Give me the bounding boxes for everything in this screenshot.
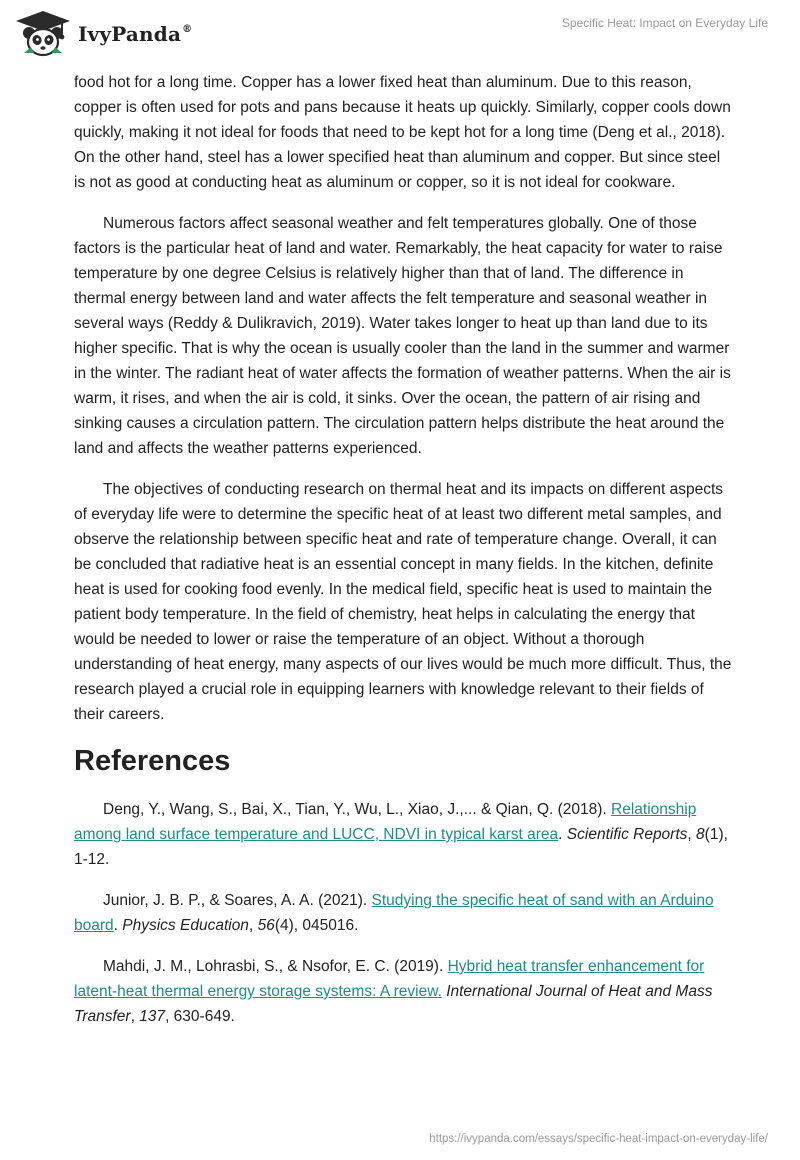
panda-graduate-icon	[14, 9, 72, 59]
reference-pages: , 630-649.	[165, 1008, 235, 1025]
reference-authors: Deng, Y., Wang, S., Bai, X., Tian, Y., Wu, L., Xiao, J.,... & Qian, Q. (2018).	[103, 801, 612, 818]
source-url[interactable]: https://ivypanda.com/essays/specific-heat-impact-on-everyday-life/	[429, 1133, 768, 1145]
references-heading: References	[74, 745, 231, 777]
reference-authors: Mahdi, J. M., Lohrasbi, S., & Nsofor, E. C. (2019).	[103, 958, 448, 975]
reference-link[interactable]: Relationship among land surface temperature and LUCC, NDVI in typical karst area	[74, 801, 697, 843]
reference-punct: .	[113, 917, 123, 934]
reference-pages: (1), 1-12.	[74, 826, 728, 868]
reference-journal: Physics Education	[122, 917, 249, 934]
brand-text: IvyPanda	[78, 22, 182, 46]
brand-name	[78, 22, 192, 46]
registered-mark: ®	[182, 24, 193, 35]
document-title: Specific Heat: Impact on Everyday Life	[561, 16, 768, 30]
body-paragraph: The objectives of conducting research on thermal heat and its impacts on different aspects of everyday life were to determine the specific heat of at least two different metal samples, and observe the relationship between specific heat and rate of temperature change. Overall, it can be concluded that radiative heat is an essential concept in many fields. In the kitchen, definite heat is used for cooking food evenly. In the medical field, specific heat is used to maintain the patient body temperature. In the field of chemistry, heat helps in calculating the energy that would be needed to lower or raise the temperature of an object. Without a thorough understanding of heat energy, many aspects of our lives would be much more difficult. Thus, the research played a crucial role in equipping learners with knowledge relevant to their fields of their careers.	[74, 481, 732, 723]
reference-link[interactable]: Studying the specific heat of sand with an Arduino board	[74, 892, 714, 934]
reference-journal: International Journal of Heat and Mass Transfer	[74, 983, 713, 1025]
reference-link[interactable]: Hybrid heat transfer enhancement for latent-heat thermal energy storage systems: A review.	[74, 958, 705, 1000]
reference-volume: 56	[257, 917, 275, 934]
reference-journal: Scientific Reports	[566, 826, 688, 843]
reference-volume: 137	[139, 1008, 166, 1025]
reference-punct: .	[558, 826, 567, 843]
essay-content	[74, 70, 734, 1045]
reference-punct: ,	[687, 826, 697, 843]
reference-authors: Junior, J. B. P., & Soares, A. A. (2021).	[103, 892, 372, 909]
reference-punct: ,	[248, 917, 258, 934]
body-paragraph: food hot for a long time. Copper has a lower fixed heat than aluminum. Due to this reason, copper is often used for pots and pans because it heats up quickly. Similarly, copper cools down quickly, making it not ideal for foods that need to be kept hot for a long time (Deng et al., 2018). On the other hand, steel has a lower specified heat than aluminum and copper. But since steel is not as good at conducting heat as aluminum or copper, so it is not ideal for cookware.	[74, 74, 731, 191]
reference-pages: (4), 045016.	[274, 917, 359, 934]
reference-item	[74, 888, 734, 938]
body-paragraph: Numerous factors affect seasonal weather and felt temperatures globally. One of those factors is the particular heat of land and water. Remarkably, the heat capacity for water to raise temperature by one degree Celsius is relatively higher than that of land. The difference in thermal energy between land and water affects the felt temperature and seasonal weather in several ways (Reddy & Dulikravich, 2019). Water takes longer to heat up than land due to its higher specific. That is why the ocean is usually cooler than the land in the summer and warmer in the winter. The radiant heat of water affects the formation of weather patterns. When the air is warm, it rises, and when the air is cold, it sinks. Over the ocean, the pattern of air rising and sinking causes a circulation pattern. The circulation pattern helps distribute the heat around the land and affects the weather patterns experienced.	[74, 215, 731, 457]
reference-volume: 8	[696, 826, 705, 843]
page-header	[0, 0, 800, 68]
reference-item	[74, 954, 734, 1029]
brand-logo[interactable]	[14, 9, 192, 59]
reference-item	[74, 797, 734, 872]
reference-punct: ,	[130, 1008, 140, 1025]
